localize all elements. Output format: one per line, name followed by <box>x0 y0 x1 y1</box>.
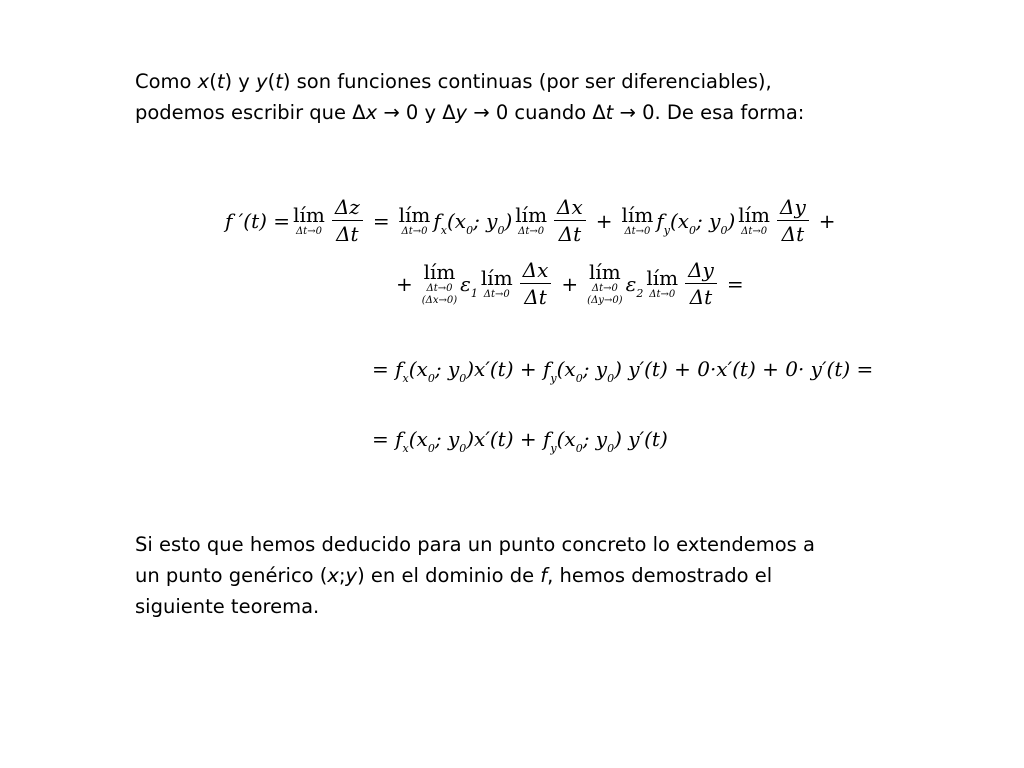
lim-subscript: Δt→0 <box>624 225 651 237</box>
outro-text: , hemos demostrado el <box>547 564 773 587</box>
eq1-partial-fx <box>433 208 513 237</box>
eq-text: )x′(t) + f <box>466 427 551 451</box>
intro-var-t: t <box>216 70 225 93</box>
lim-word: lím <box>515 202 548 227</box>
subscript: x <box>402 442 409 455</box>
subscript: 0 <box>466 223 474 237</box>
subscript: 0 <box>459 372 467 385</box>
outro-text: un punto genérico ( <box>135 564 328 587</box>
intro-text: → 0 y Δ <box>377 101 456 124</box>
intro-text: ( <box>209 70 217 93</box>
eq1-partial-fy <box>656 208 736 237</box>
outro-paragraph <box>135 529 895 622</box>
epsilon-1 <box>460 271 478 300</box>
intro-text: Como <box>135 70 198 93</box>
subscript: 0 <box>497 223 505 237</box>
lim-subscript: Δt→0 <box>591 282 618 294</box>
plus-sign: + <box>561 271 579 296</box>
plus-sign: + <box>818 208 836 233</box>
outro-var-y: y <box>345 564 358 587</box>
outro-var-x: x <box>327 564 339 587</box>
fraction-denominator: Δt <box>689 285 713 309</box>
lim-word: lím <box>738 202 771 227</box>
subscript: 0 <box>720 223 728 237</box>
intro-text: ( <box>267 70 276 93</box>
intro-var-x: x <box>365 101 378 124</box>
eq-text: = f <box>372 427 403 451</box>
subscript: y <box>663 223 670 237</box>
eq-text: ; y <box>434 427 460 451</box>
epsilon-2 <box>625 271 644 300</box>
equals-sign: = <box>372 208 390 233</box>
intro-text: ) son funciones continuas (por ser diferenciables), <box>282 70 772 93</box>
subscript: 0 <box>607 442 615 455</box>
fraction-numerator: Δx <box>520 257 552 284</box>
lim-word: lím <box>293 202 325 227</box>
lim-subscript: Δt→0 <box>649 288 676 300</box>
fraction-denominator: Δt <box>781 222 805 246</box>
lim-subscript: (Δx→0) <box>421 294 458 306</box>
lim-word: lím <box>480 265 513 290</box>
eq1-limit <box>622 204 654 238</box>
lim-word: lím <box>589 259 621 284</box>
eq-text: ) y′(t) + 0·x′(t) + 0· y′(t) = <box>614 357 874 381</box>
subscript: 0 <box>575 442 583 455</box>
subscript: 0 <box>427 442 435 455</box>
outro-text: siguiente teorema. <box>135 595 320 618</box>
eq2-limit-double <box>587 261 622 307</box>
eq2-fraction-dx-dt <box>520 257 552 310</box>
eq-text: ; y <box>582 427 608 451</box>
intro-var-y: y <box>256 70 268 93</box>
eq2-fraction-dy-dt <box>685 257 717 310</box>
func-f: f <box>656 208 664 233</box>
subscript: 1 <box>470 286 478 300</box>
eq-text: ; y <box>582 357 608 381</box>
subscript: 0 <box>459 442 467 455</box>
func-f: f <box>433 208 441 233</box>
eq-text: (x <box>556 357 576 381</box>
arg-text: ) <box>727 208 736 233</box>
eq1-fraction-dx-dt <box>554 194 586 247</box>
eq2-limit <box>646 267 678 301</box>
lim-subscript: Δt→0 <box>483 288 510 300</box>
eq1-fraction-dy-dt <box>777 194 809 247</box>
subscript: 0 <box>427 372 435 385</box>
intro-paragraph <box>135 66 895 128</box>
equation-line-1 <box>225 194 842 247</box>
epsilon-symbol: ε <box>625 271 637 296</box>
outro-text: ; <box>338 564 346 587</box>
outro-text: ) en el dominio de <box>357 564 541 587</box>
eq-text: (x <box>408 427 428 451</box>
subscript: y <box>550 442 557 455</box>
eq-text: ; y <box>434 357 460 381</box>
intro-text: ) y <box>224 70 257 93</box>
subscript: 2 <box>636 286 644 300</box>
eq1-lhs: f ′(t) = <box>225 208 291 233</box>
fraction-denominator: Δt <box>558 222 582 246</box>
intro-var-x: x <box>197 70 210 93</box>
eq1-fraction-dz-dt <box>332 194 363 247</box>
outro-var-f: f <box>540 564 548 587</box>
lim-word: lím <box>398 202 431 227</box>
fraction-numerator: Δx <box>554 194 586 221</box>
subscript: y <box>550 372 557 385</box>
eq1-limit <box>399 204 431 238</box>
arg-text: (x <box>446 208 467 233</box>
intro-text: → 0 cuando Δ <box>467 101 606 124</box>
eq1-limit <box>515 204 547 238</box>
plus-sign: + <box>396 271 413 296</box>
equation-line-3 <box>372 357 874 385</box>
fraction-denominator: Δt <box>524 285 547 309</box>
fraction-numerator: Δy <box>777 194 809 221</box>
eq2-limit <box>481 267 513 301</box>
equation-line-2 <box>390 257 750 310</box>
equation-line-4 <box>372 427 668 455</box>
eq2-limit-double <box>422 261 457 307</box>
subscript: 0 <box>607 372 615 385</box>
intro-var-t: t <box>275 70 283 93</box>
plus-sign: + <box>595 208 613 233</box>
fraction-numerator: Δz <box>332 194 363 221</box>
intro-var-y: y <box>455 101 468 124</box>
subscript: 0 <box>575 372 583 385</box>
lim-word: lím <box>423 259 456 284</box>
lim-subscript: Δt→0 <box>295 225 322 237</box>
arg-text: ; y <box>473 208 498 233</box>
fraction-numerator: Δy <box>685 257 717 284</box>
eq1-limit <box>293 204 325 238</box>
subscript: x <box>402 372 409 385</box>
intro-text: podemos escribir que Δ <box>135 101 366 124</box>
lim-subscript: Δt→0 <box>518 225 545 237</box>
lim-word: lím <box>646 265 679 290</box>
arg-text: (x <box>669 208 690 233</box>
intro-text: → 0. De esa forma: <box>613 101 805 124</box>
subscript: x <box>440 223 447 237</box>
outro-text: Si esto que hemos deducido para un punto concreto lo extendemos a <box>135 533 815 556</box>
arg-text: ; y <box>696 208 721 233</box>
eq1-limit <box>738 204 770 238</box>
epsilon-symbol: ε <box>460 271 471 296</box>
equals-sign: = <box>726 271 744 296</box>
intro-var-t: t <box>605 101 614 124</box>
arg-text: ) <box>504 208 513 233</box>
eq-text: )x′(t) + f <box>466 357 551 381</box>
eq-text: (x <box>556 427 576 451</box>
fraction-denominator: Δt <box>336 222 359 246</box>
eq-text: = f <box>372 357 403 381</box>
lim-subscript: Δt→0 <box>741 225 768 237</box>
subscript: 0 <box>689 223 697 237</box>
lim-subscript: Δt→0 <box>426 282 453 294</box>
lim-word: lím <box>621 202 654 227</box>
lim-subscript: Δt→0 <box>401 225 428 237</box>
lim-subscript: (Δy→0) <box>587 294 623 306</box>
eq-text: ) y′(t) <box>614 427 668 451</box>
eq-text: (x <box>408 357 428 381</box>
